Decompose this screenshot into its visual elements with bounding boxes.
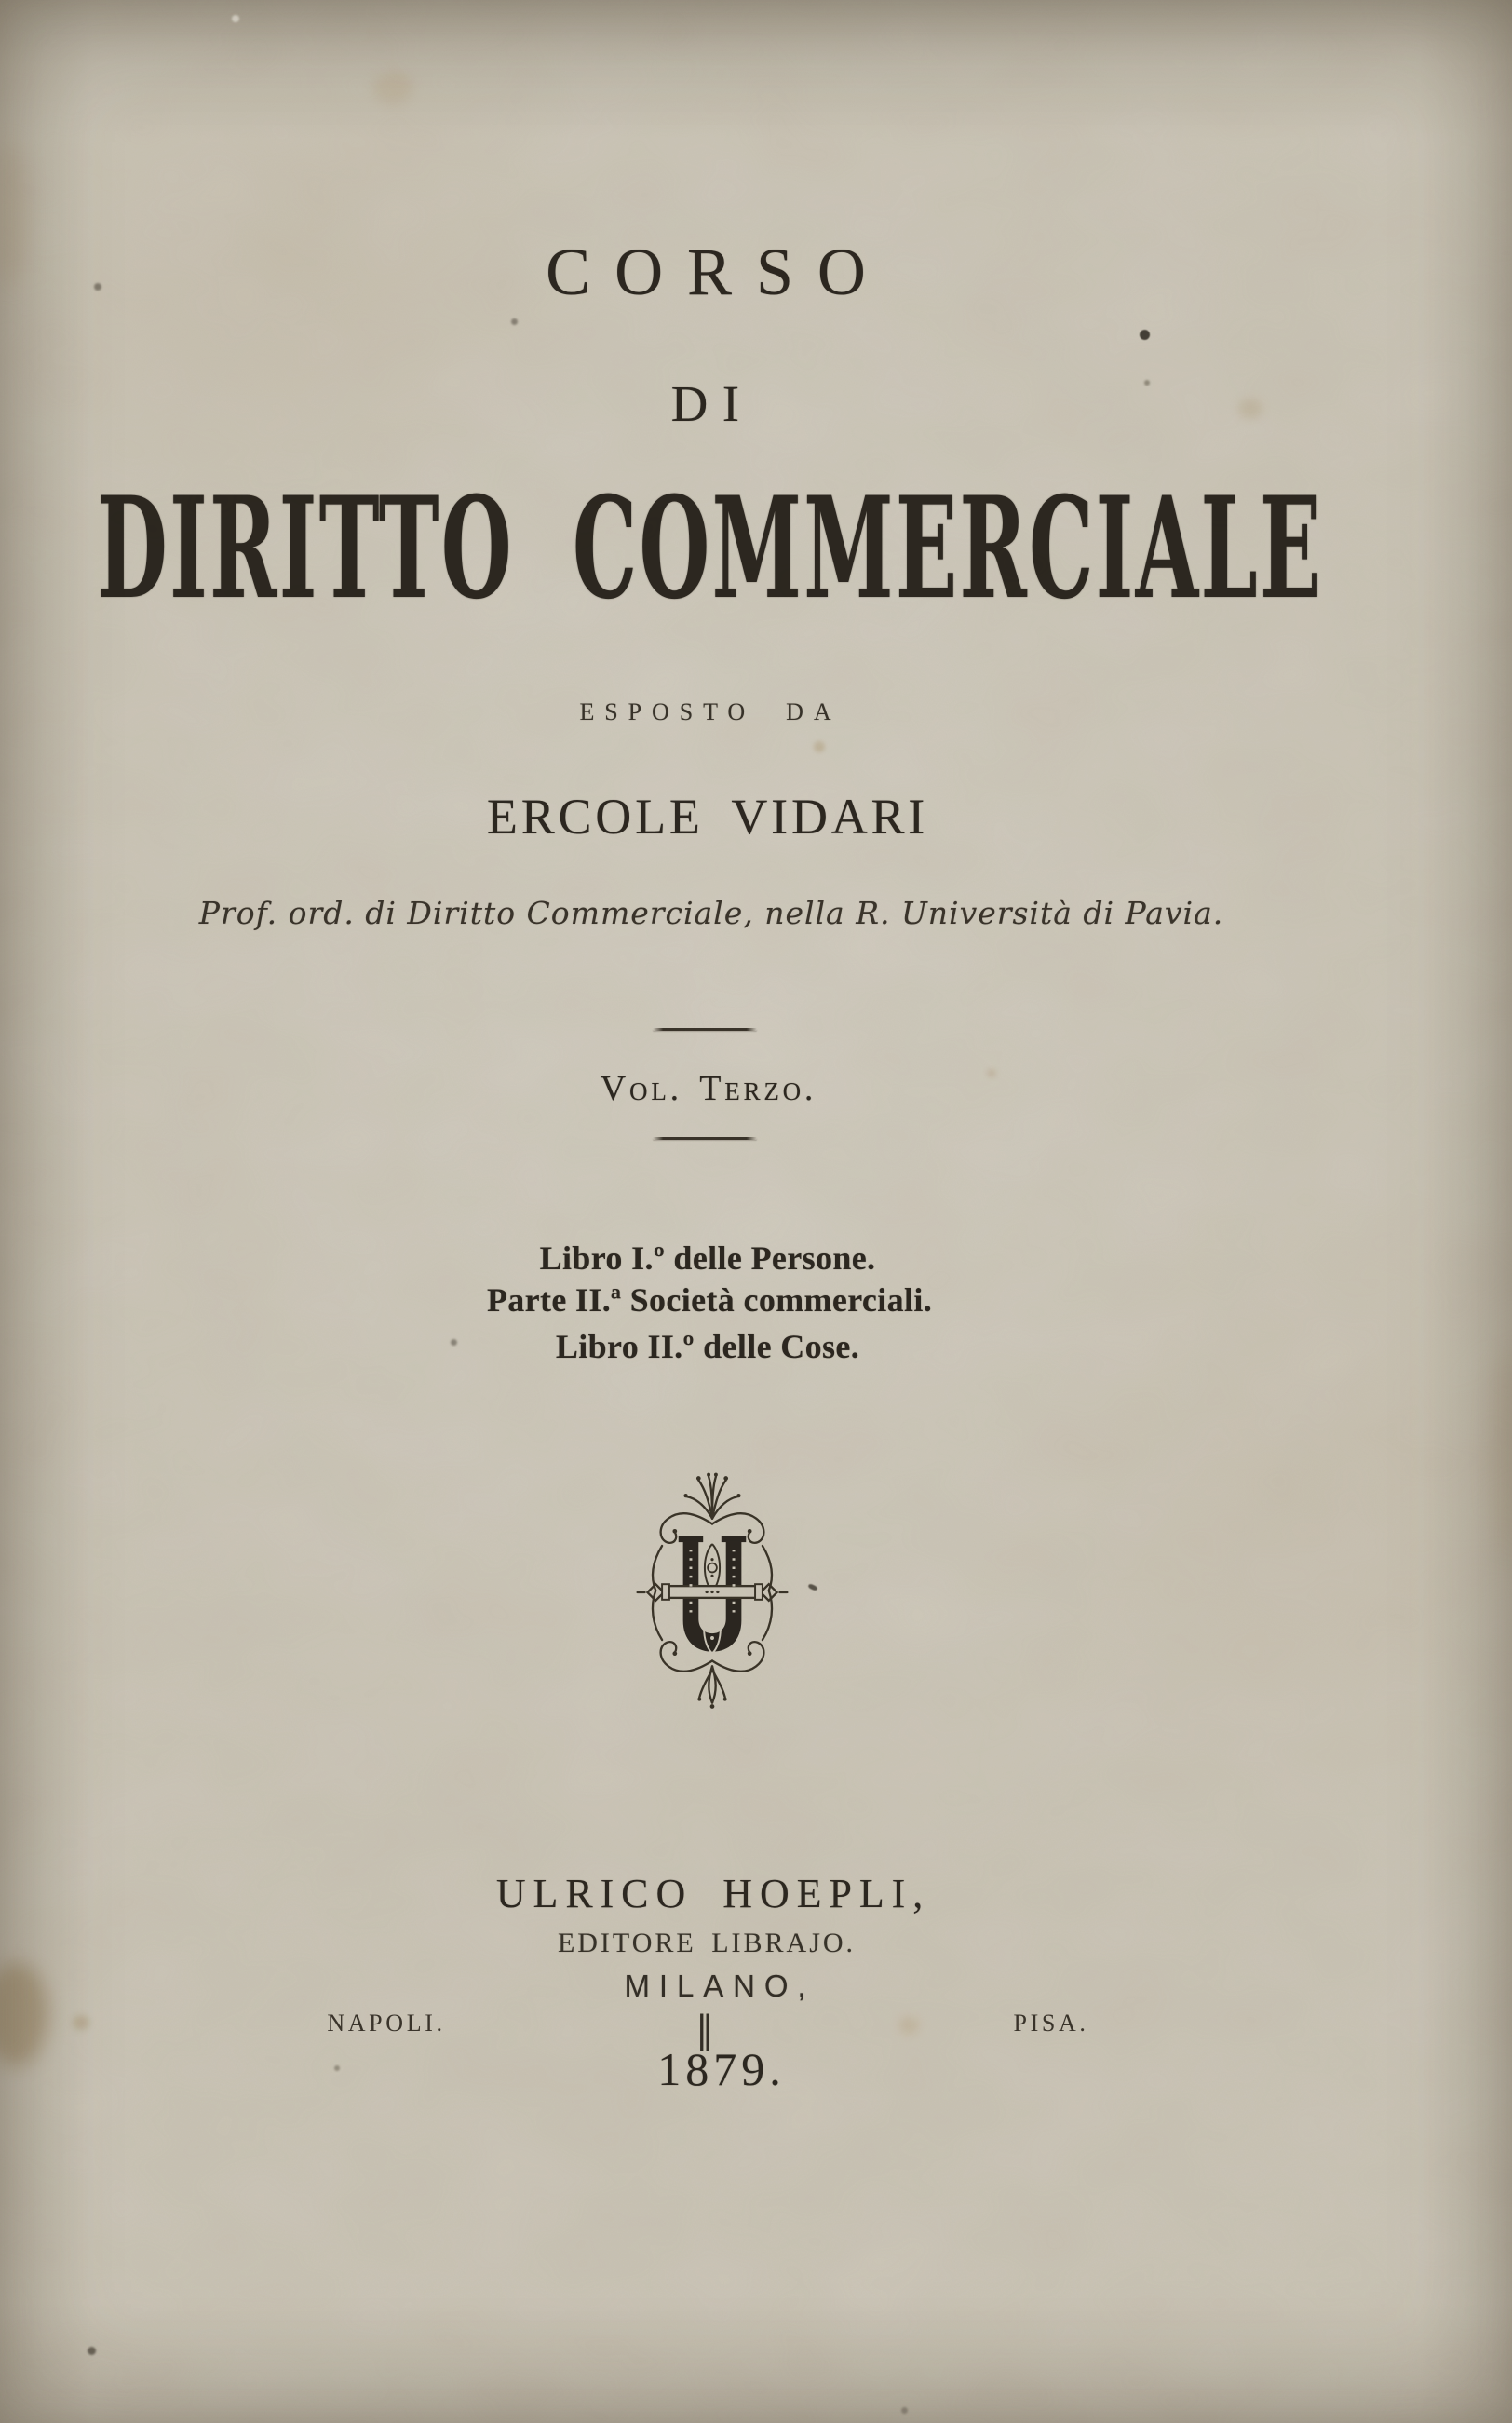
publisher-monogram (621, 1469, 803, 1716)
ink-speck (807, 1583, 817, 1591)
byline-intro: ESPOSTO DA (579, 698, 842, 725)
foxing-spot (0, 1963, 48, 2065)
imprint-city-pisa: PISA. (1013, 2010, 1089, 2037)
foxing-spot (898, 2016, 919, 2035)
main-title-wrap (0, 467, 1512, 630)
foxing-spot (73, 2015, 89, 2030)
ink-speck (451, 1339, 457, 1346)
contents-line-3: Libro II.º delle Cose. (555, 1328, 860, 1365)
foxing-spot (987, 1069, 996, 1077)
author-affiliation: Prof. ord. di Diritto Commerciale, nella R. Università di Pavia. (198, 895, 1224, 931)
ink-speck (1144, 380, 1150, 386)
contents-line-2: Parte II.ª Società commerciali. (486, 1281, 933, 1319)
author-name: ERCOLE VIDARI (486, 789, 929, 845)
foxing-spot (372, 73, 413, 104)
ink-speck (88, 2347, 96, 2355)
foxing-spot (1238, 399, 1262, 419)
divider-rule-top (653, 1028, 757, 1031)
publisher-monogram-art (621, 1469, 803, 1716)
ink-speck (511, 318, 518, 325)
volume-label: Vol. Terzo. (600, 1069, 817, 1108)
imprint-city-napoli: NAPOLI. (327, 2010, 446, 2037)
foxing-spot (814, 741, 825, 752)
imprint-year: 1879. (657, 2043, 786, 2095)
foxing-spot (0, 140, 28, 289)
publisher-name: ULRICO HOEPLI, (495, 1871, 931, 1916)
ink-speck (1140, 330, 1150, 340)
foxing-spot (1490, 1350, 1512, 1555)
main-title: DIRITTO COMMERCIALE (97, 467, 1324, 630)
imprint-city-milano: MILANO, (624, 1969, 816, 2003)
series-title: CORSO (546, 235, 890, 309)
divider-rule-bottom (653, 1137, 757, 1140)
ink-speck (334, 2065, 340, 2071)
series-connector: DI (670, 375, 754, 432)
imprint-separator-mark: ‖ (695, 2009, 714, 2051)
publisher-role: EDITORE LIBRAJO. (557, 1928, 857, 1958)
contents-line-1: Libro I.º delle Persone. (539, 1239, 876, 1277)
paper-fleck (232, 15, 239, 22)
ink-speck (901, 2407, 908, 2414)
ink-speck (94, 283, 101, 291)
